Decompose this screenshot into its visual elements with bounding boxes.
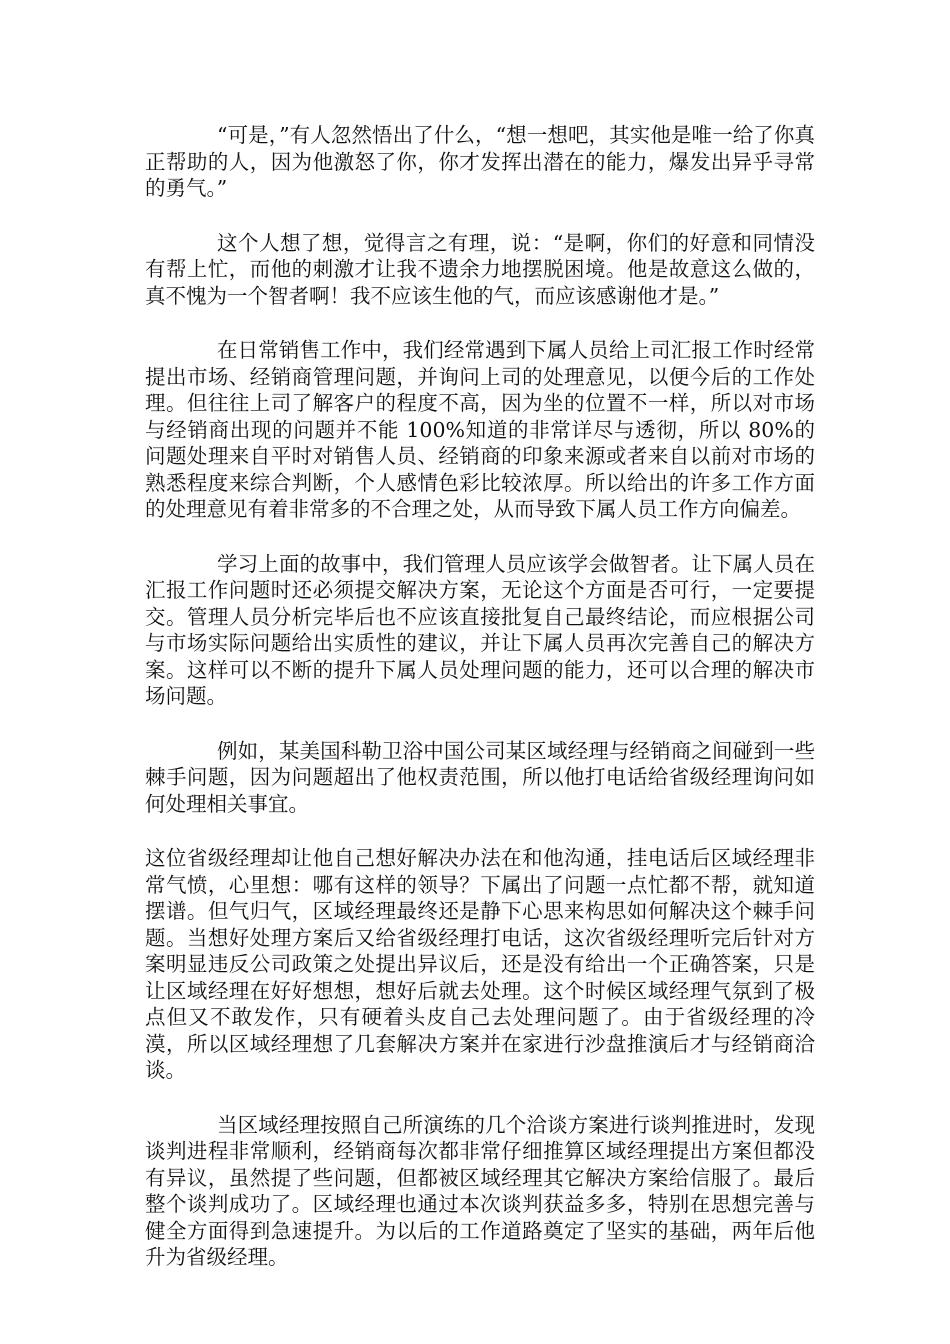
- document-body: [145, 122, 815, 1299]
- paragraph-2: 这个人想了想，觉得言之有理，说：“是啊，你们的好意和同情没有帮上忙，而他的刺激才让我不遗余力地摆脱困境。他是故意这么做的，真不愧为一个智者啊！我不应该生他的气，而应该感谢他才是。”: [145, 230, 815, 308]
- paragraph-6: 这位省级经理却让他自己想好解决办法在和他沟通，挂电话后区域经理非常气愤，心里想：哪有这样的领导？下属出了问题一点忙都不帮，就知道摆谱。但气归气，区域经理最终还是静下心思来构思如何解决这个棘手问题。当想好处理方案后又给省级经理打电话，这次省级经理听完后针对方案明显违反公司政策之处提出异议后，还是没有给出一个正确答案，只是让区域经理在好好想想，想好后就去处理。这个时候区域经理气氛到了极点但又不敢发作，只有硬着头皮自己去处理问题了。由于省级经理的冷漠，所以区域经理想了几套解决方案并在家进行沙盘推演后才与经销商洽谈。: [145, 846, 815, 1082]
- paragraph-5: 例如，某美国科勒卫浴中国公司某区域经理与经销商之间碰到一些棘手问题，因为问题超出了他权责范围，所以他打电话给省级经理询问如何处理相关事宜。: [145, 738, 815, 816]
- paragraph-4: 学习上面的故事中，我们管理人员应该学会做智者。让下属人员在汇报工作问题时还必须提交解决方案，无论这个方面是否可行，一定要提交。管理人员分析完毕后也不应该直接批复自己最终结论，而应根据公司与市场实际问题给出实质性的建议，并让下属人员再次完善自己的解决方案。这样可以不断的提升下属人员处理问题的能力，还可以合理的解决市场问题。: [145, 551, 815, 708]
- paragraph-1: “可是，”有人忽然悟出了什么，“想一想吧，其实他是唯一给了你真正帮助的人，因为他激怒了你，你才发挥出潜在的能力，爆发出异乎寻常的勇气。”: [145, 123, 815, 200]
- paragraph-7: 当区域经理按照自己所演练的几个洽谈方案进行谈判推进时，发现谈判进程非常顺利，经销商每次都非常仔细推算区域经理提出方案但都没有异议，虽然提了些问题，但都被区域经理其它解决方案给信服了。最后整个谈判成功了。区域经理也通过本次谈判获益多多，特别在思想完善与健全方面得到急速提升。为以后的工作道路奠定了坚实的基础，两年后他升为省级经理。: [145, 1112, 815, 1269]
- paragraph-3: 在日常销售工作中，我们经常遇到下属人员给上司汇报工作时经常提出市场、经销商管理问题，并询问上司的处理意见，以便今后的工作处理。但往往上司了解客户的程度不高，因为坐的位置不一样，所以对市场与经销商出现的问题并不能 100%知道的非常详尽与透彻，所以 80%的问题处理来自平时对销售人员、经销商的印象来源或者来自以前对市场的熟悉程度来综合判断，个人感情色彩比较浓厚。所以给出的许多工作方面的处理意见有着非常多的不合理之处，从而导致下属人员工作方向偏差。: [145, 338, 815, 521]
